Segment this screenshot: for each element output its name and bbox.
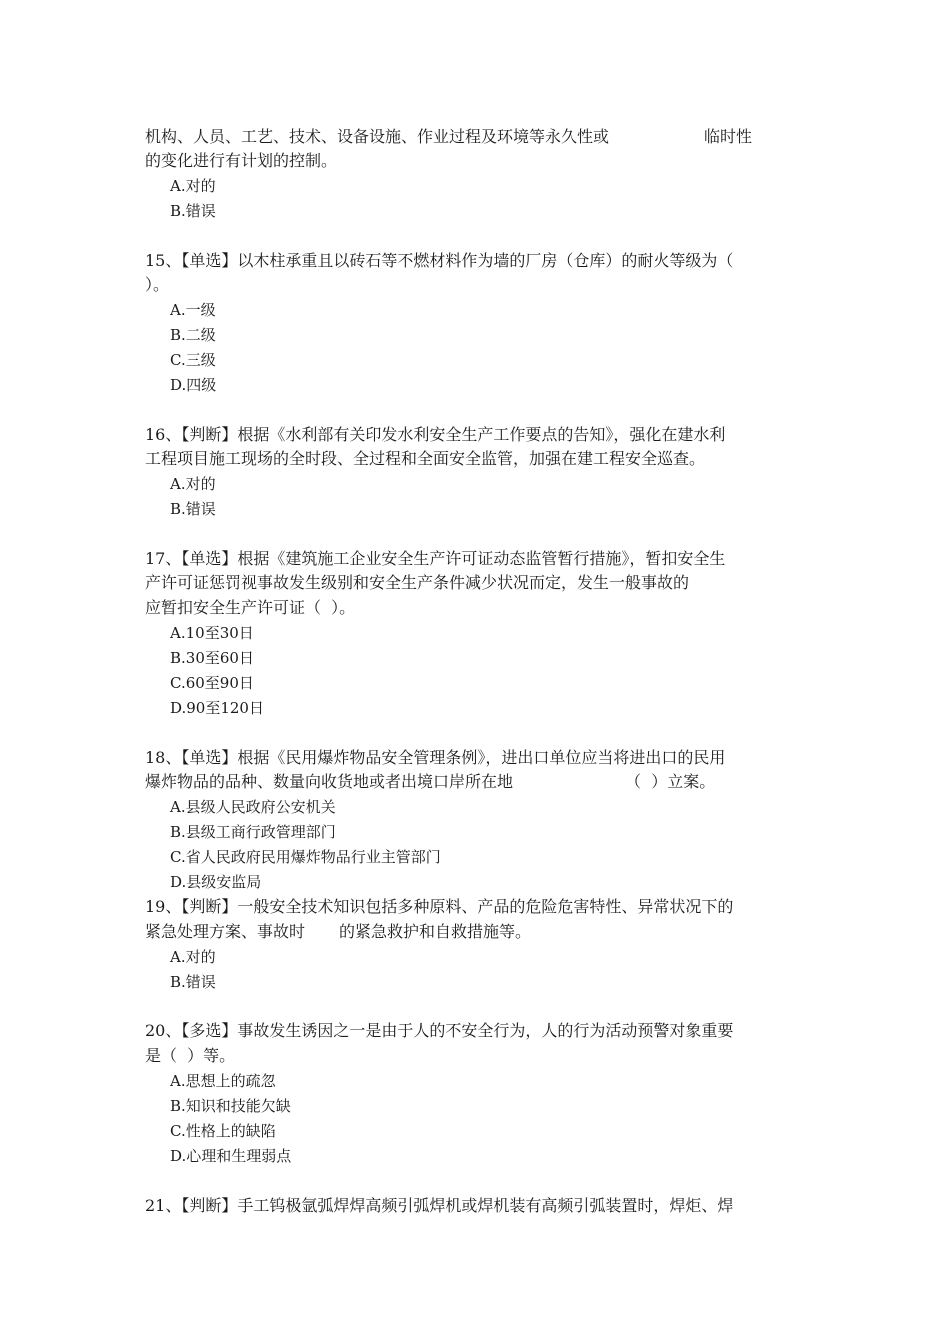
question-15-option-d: D.四级 <box>170 376 217 394</box>
question-14-text-line-2: 的变化进行有计划的控制。 <box>145 151 338 170</box>
question-19-text-a: 紧急处理方案、事故时 <box>145 922 306 941</box>
question-17-text-line-3: 应暂扣安全生产许可证（ ）。 <box>145 598 356 617</box>
question-18-option-c: C.省人民政府民用爆炸物品行业主管部门 <box>170 848 441 866</box>
question-15-option-c: C.三级 <box>170 351 216 369</box>
question-15-option-a: A.一级 <box>170 301 216 319</box>
question-14-option-a: A.对的 <box>170 177 216 195</box>
question-18-option-b: B.县级工商行政管理部门 <box>170 823 336 841</box>
question-15-text-line-2: ）。 <box>145 275 170 294</box>
question-18-option-d: D.县级安监局 <box>170 873 262 891</box>
question-17-text-line-1: 17、【单选】根据《建筑施工企业安全生产许可证动态监管暂行措施》，暂扣安全生 <box>145 549 726 568</box>
question-16-text-line-2: 工程项目施工现场的全时段、全过程和全面安全监管，加强在建工程安全巡查。 <box>145 449 706 468</box>
question-14-text-a: 机构、人员、工艺、技术、设备设施、作业过程及环境等永久性或 <box>145 127 610 146</box>
question-19-text-b: 的紧急救护和自救措施等。 <box>339 922 532 941</box>
question-17-text-line-2: 产许可证惩罚视事故发生级别和安全生产条件减少状况而定，发生一般事故的 <box>145 573 690 592</box>
question-19-option-a: A.对的 <box>170 948 216 966</box>
question-14-text-line-1 <box>145 127 752 147</box>
question-18-text-line-2 <box>145 772 715 792</box>
question-17-option-b: B.30至60日 <box>170 649 254 667</box>
question-16-option-a: A.对的 <box>170 475 216 493</box>
question-15-text-line-1: 15、【单选】以木柱承重且以砖石等不燃材料作为墙的厂房（仓库）的耐火等级为（ <box>145 251 734 270</box>
question-20-option-c: C.性格上的缺陷 <box>170 1122 276 1140</box>
question-17-option-a: A.10至30日 <box>170 624 254 642</box>
question-15-option-b: B.二级 <box>170 326 216 344</box>
question-16-text-line-1: 16、【判断】根据《水利部有关印发水利安全生产工作要点的告知》，强化在建水利 <box>145 425 726 444</box>
question-18-text-line-1: 18、【单选】根据《民用爆炸物品安全管理条例》，进出口单位应当将进出口的民用 <box>145 748 726 767</box>
question-20-option-b: B.知识和技能欠缺 <box>170 1097 291 1115</box>
question-19-text-line-2 <box>145 922 531 942</box>
question-19-text-line-1: 19、【判断】一般安全技术知识包括多种原料、产品的危险危害特性、异常状况下的 <box>145 897 734 916</box>
question-19-option-b: B.错误 <box>170 973 216 991</box>
question-20-option-a: A.思想上的疏忽 <box>170 1072 276 1090</box>
question-17-option-d: D.90至120日 <box>170 699 264 717</box>
question-18-text-a: 爆炸物品的品种、数量向收货地或者出境口岸所在地 <box>145 772 514 791</box>
question-20-text-line-1: 20、【多选】事故发生诱因之一是由于人的不安全行为，人的行为活动预警对象重要 <box>145 1021 734 1040</box>
question-20-text-line-2: 是（ ）等。 <box>145 1046 236 1065</box>
question-21-text-line-1: 21、【判断】手工钨极氩弧焊焊高频引弧焊机或焊机装有高频引弧装置时，焊炬、焊 <box>145 1196 734 1215</box>
question-14-text-b: 临时性 <box>704 127 753 146</box>
question-18-text-b: （ ）立案。 <box>625 772 716 791</box>
question-18-option-a: A.县级人民政府公安机关 <box>170 798 336 816</box>
question-20-option-d: D.心理和生理弱点 <box>170 1147 292 1165</box>
question-16-option-b: B.错误 <box>170 500 216 518</box>
question-14-option-b: B.错误 <box>170 202 216 220</box>
question-17-option-c: C.60至90日 <box>170 674 254 692</box>
